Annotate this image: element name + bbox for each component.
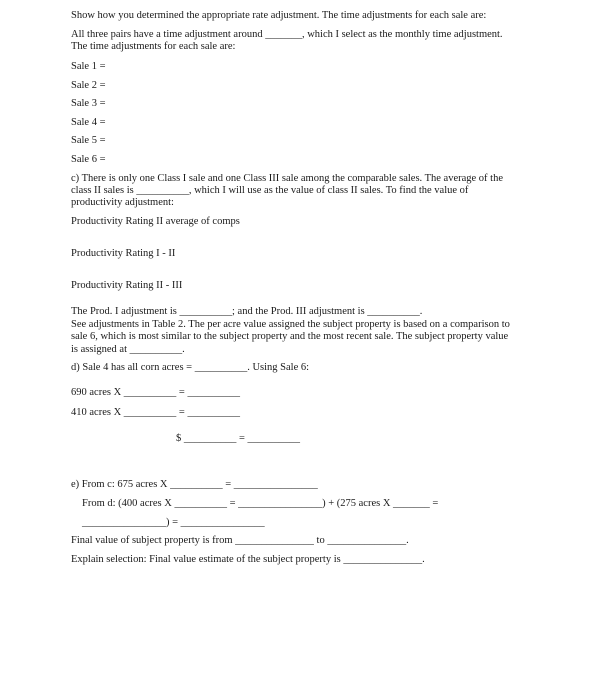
sale-1-line: Sale 1 = bbox=[71, 61, 106, 72]
part-c-line-2: class II sales is __________, which I will use as the value of class II sales. To find the value of bbox=[71, 185, 469, 196]
rating-2-3-line: Productivity Rating II - III bbox=[71, 280, 183, 291]
rating-1-2-line: Productivity Rating I - II bbox=[71, 248, 176, 259]
prod-adjustment-line-1: The Prod. I adjustment is __________; and the Prod. III adjustment is __________. bbox=[71, 306, 423, 317]
final-value-line: Final value of subject property is from _______________ to _______________. bbox=[71, 535, 409, 546]
part-e-line-2: From d: (400 acres X __________ = ________________) + (275 acres X _______ = bbox=[82, 498, 439, 509]
sale-2-line: Sale 2 = bbox=[71, 80, 106, 91]
part-d-calc-2: 410 acres X __________ = __________ bbox=[71, 407, 240, 418]
time-adjustment-line-1: All three pairs have a time adjustment around _______, which I select as the monthly time adjustment. bbox=[71, 29, 503, 40]
explain-selection-line: Explain selection: Final value estimate of the subject property is _______________. bbox=[71, 554, 425, 565]
part-e-line-1: e) From c: 675 acres X __________ = ________________ bbox=[71, 479, 318, 490]
part-c-line-1: c) There is only one Class I sale and one Class III sale among the comparable sales. The average of the bbox=[71, 173, 504, 184]
part-c-line-3: productivity adjustment: bbox=[71, 197, 174, 208]
part-e-line-3: ________________) = ________________ bbox=[82, 517, 265, 528]
part-d-calc-3: $ __________ = __________ bbox=[176, 433, 301, 444]
sale-4-line: Sale 4 = bbox=[71, 117, 106, 128]
sale-3-line: Sale 3 = bbox=[71, 98, 106, 109]
part-d-calc-1: 690 acres X __________ = __________ bbox=[71, 387, 240, 398]
intro-text: Show how you determined the appropriate rate adjustment. The time adjustments for each sale are: bbox=[71, 10, 487, 21]
prod-adjustment-line-4: is assigned at __________. bbox=[71, 344, 185, 355]
sale-5-line: Sale 5 = bbox=[71, 135, 106, 146]
time-adjustment-line-2: The time adjustments for each sale are: bbox=[71, 41, 236, 52]
prod-adjustment-line-3: sale 6, which is most similar to the subject property and the most recent sale. The subject property value bbox=[71, 331, 509, 342]
prod-adjustment-line-2: See adjustments in Table 2. The per acre value assigned the subject property is based on a comparison to bbox=[71, 319, 510, 330]
sale-6-line: Sale 6 = bbox=[71, 154, 106, 165]
part-d-line: d) Sale 4 has all corn acres = __________. Using Sale 6: bbox=[71, 362, 310, 373]
rating-average-line: Productivity Rating II average of comps bbox=[71, 216, 240, 227]
